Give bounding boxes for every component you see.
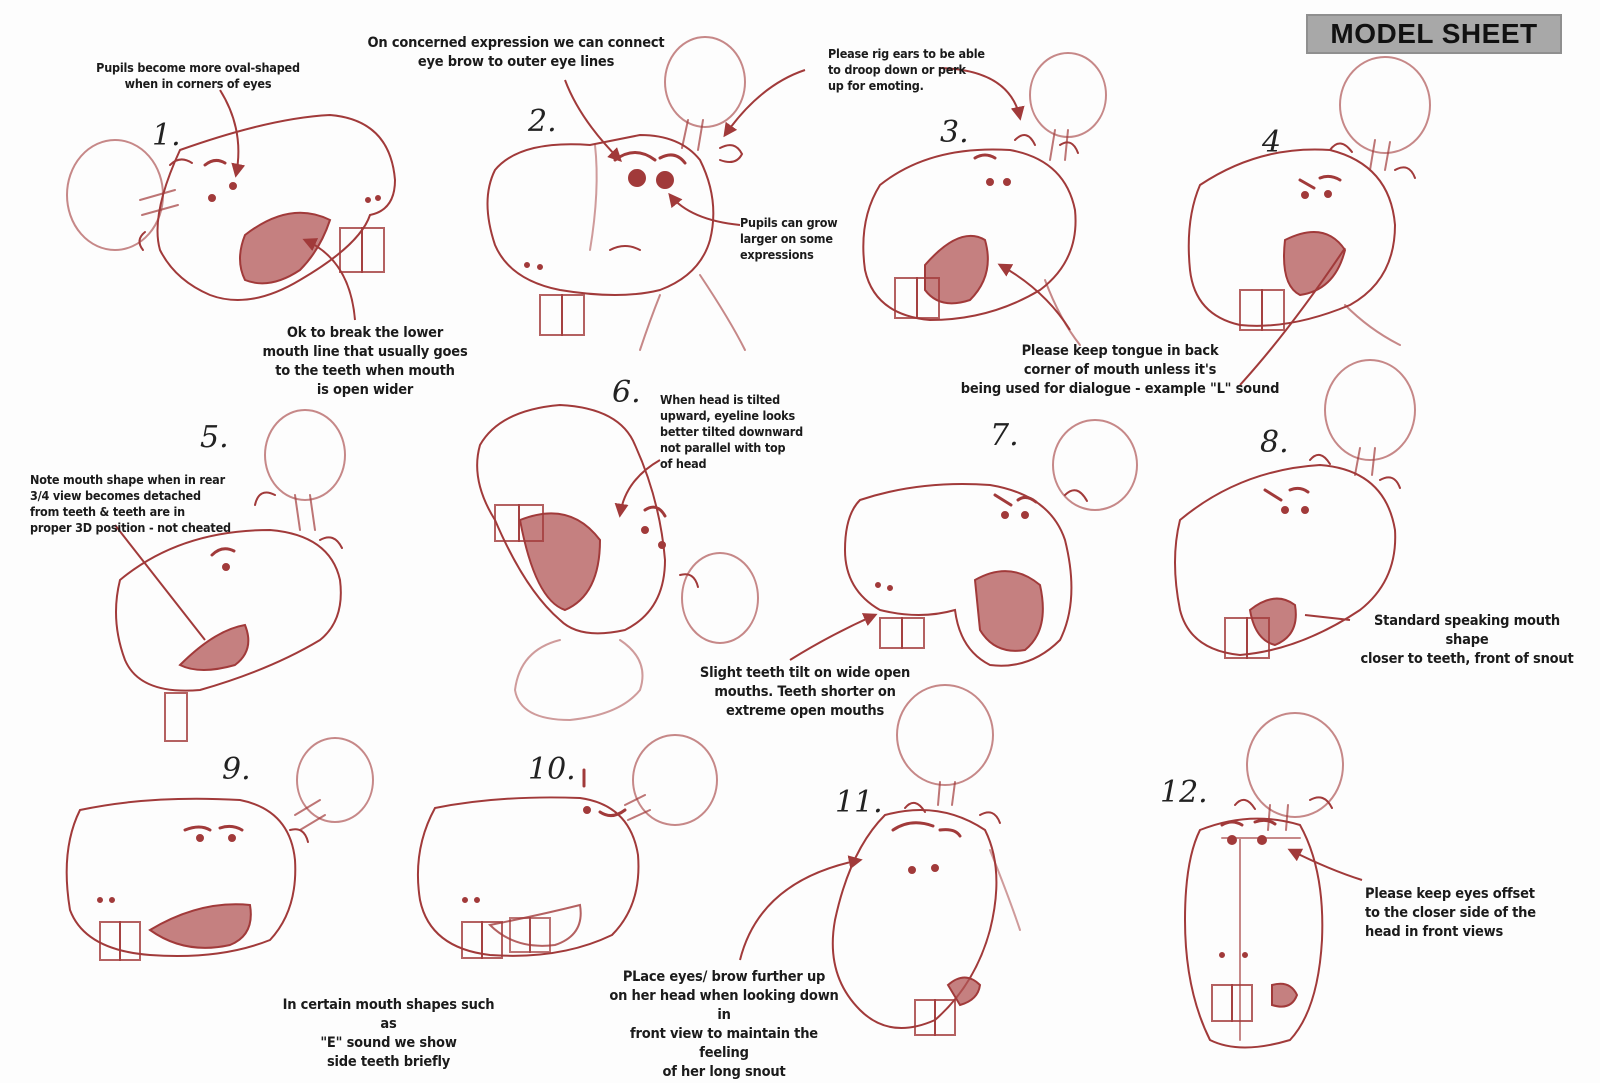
hippo-head-12 [1185,713,1343,1048]
arrow-tongue-3 [1000,265,1070,330]
hippo-head-3 [863,53,1106,345]
panel-number-1: 1. [152,118,181,153]
panel-number-4: 4 [1262,125,1282,160]
annotation-arrows [115,68,1362,960]
panel-number-12: 12. [1160,775,1208,810]
hippo-head-2 [488,37,746,350]
panel-number-9: 9. [222,752,251,787]
note-rear-view-mouth: Note mouth shape when in rear 3/4 view becomes detached from teeth & teeth are in proper 3D position - not cheated [30,472,231,535]
hippo-head-1 [67,115,395,300]
note-break-lower-line: Ok to break the lower mouth line that usually goes to the teeth when mouth is open wider [262,325,468,398]
arrow-standard-mouth [1305,615,1350,620]
panel-number-7: 7. [990,418,1019,453]
arrow-rig-ears-left [725,70,805,135]
note-tongue-back: Please keep tongue in back corner of mouth unless it's being used for dialogue - example "L" sound [960,343,1280,397]
arrow-eyes-up [740,860,860,960]
panel-number-11: 11. [835,785,883,820]
panel-number-10: 10. [528,752,576,787]
panel-number-2: 2. [528,104,557,139]
note-pupils-oval: Pupils become more oval-shaped when in corners of eyes [96,60,300,91]
model-sheet-title-box [1306,14,1562,54]
arrow-eyes-offset [1290,850,1362,880]
hippo-head-5 [116,410,345,741]
note-pupils-grow: Pupils can grow larger on some expressions [740,215,838,262]
arrow-concerned-brow [565,80,620,160]
note-teeth-tilt: Slight teeth tilt on wide open mouths. Teeth shorter on extreme open mouths [699,665,911,719]
arrow-teeth-tilt [790,615,875,660]
hippo-head-11 [833,685,1020,1035]
note-e-sound: In certain mouth shapes such as "E" sound we show side teeth briefly [282,997,495,1070]
note-tilted-up: When head is tilted upward, eyeline looks better tilted downward not parallel with top of head [660,392,803,471]
note-eyes-up: PLace eyes/ brow further up on her head when looking down in front view to maintain the feeling of her long snout [609,969,839,1080]
arrow-pupils-grow [670,195,740,225]
panel-number-5: 5. [200,420,229,455]
panel-number-3: 3. [940,115,969,150]
note-concerned-brow: On concerned expression we can connect eye brow to outer eye lines [367,35,665,70]
note-rig-ears: Please rig ears to be able to droop down or perk up for emoting. [828,46,985,93]
panel-number-8: 8. [1260,425,1289,460]
page-title: MODEL SHEET [1330,18,1538,49]
hippo-head-9 [67,738,373,960]
hippo-head-7 [845,420,1137,666]
note-eyes-offset: Please keep eyes offset to the closer side of the head in front views [1365,886,1536,940]
panel-number-6: 6. [612,375,641,410]
hippo-head-4 [1189,57,1430,345]
note-standard-mouth: Standard speaking mouth shape closer to teeth, front of snout [1360,613,1574,667]
